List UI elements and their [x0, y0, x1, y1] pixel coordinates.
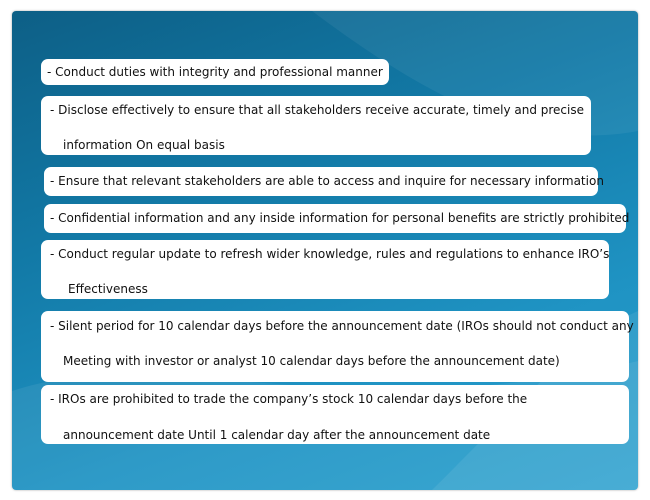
list-item-text-continued: Effectiveness	[68, 282, 148, 296]
list-item-text: - IROs are prohibited to trade the company’s stock 10 calendar days before the	[50, 392, 528, 406]
list-item-text: - Silent period for 10 calendar days before the announcement date (IROs should not conduct any	[50, 319, 634, 333]
list-item-text-continued: announcement date Until 1 calendar day after the announcement date	[63, 428, 491, 442]
list-item-text: - Ensure that relevant stakeholders are able to access and inquire for necessary information	[50, 174, 604, 188]
list-item-access	[44, 167, 604, 196]
list-item-text: - Confidential information and any inside information for personal benefits are strictly prohibited	[50, 211, 630, 225]
content-panel	[12, 11, 638, 490]
list-item-disclosure	[41, 96, 591, 155]
list-item-trading-prohibited	[41, 385, 629, 444]
list-item-text: - Conduct regular update to refresh wider knowledge, rules and regulations to enhance IRO’s	[50, 247, 610, 261]
list-item-regular-update	[41, 240, 609, 299]
list-item-text-continued: information On equal basis	[63, 138, 225, 152]
list-item-text-continued: Meeting with investor or analyst 10 calendar days before the announcement date)	[63, 354, 560, 368]
list-item-text: - Conduct duties with integrity and professional manner	[47, 65, 383, 79]
list-item-confidential	[44, 204, 630, 233]
list-item-silent-period	[41, 311, 634, 382]
list-item-integrity	[41, 59, 389, 85]
list-item-text: - Disclose effectively to ensure that all stakeholders receive accurate, timely and precise	[50, 103, 584, 117]
